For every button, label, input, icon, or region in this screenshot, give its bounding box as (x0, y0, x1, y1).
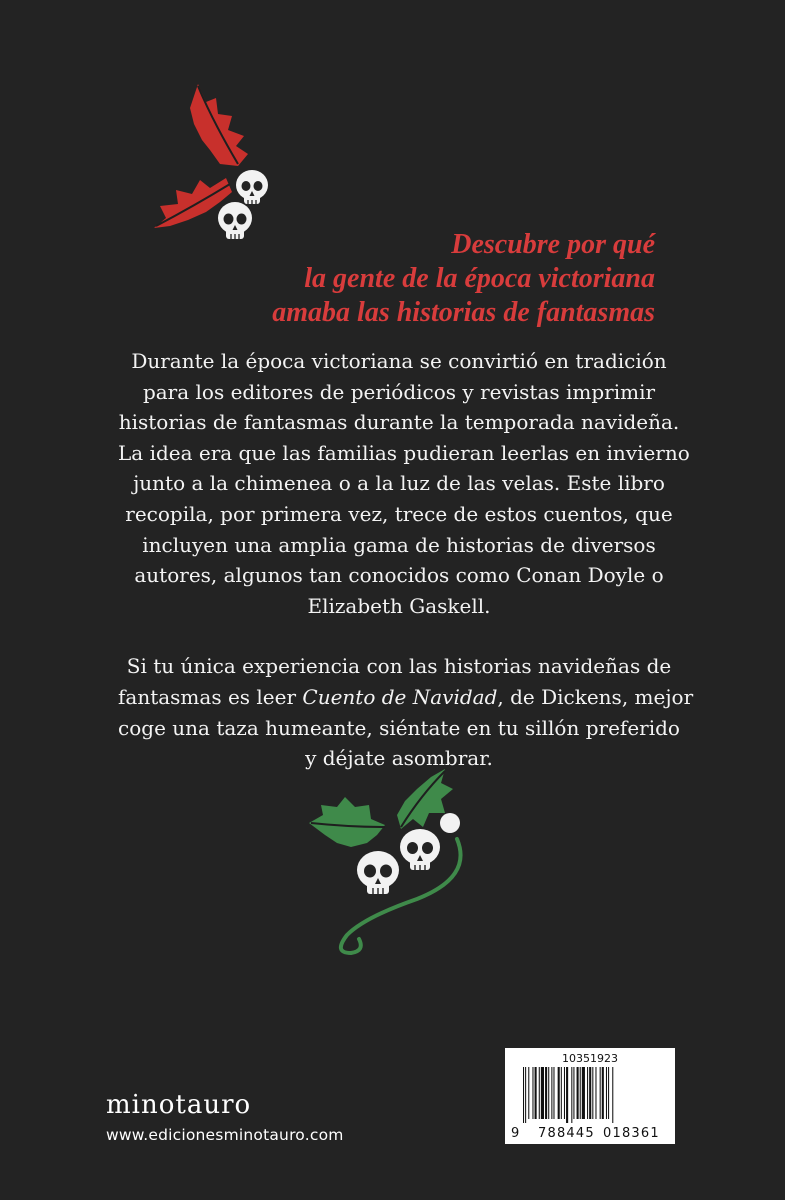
description-paragraph-1 (118, 346, 690, 621)
barcode-bar (573, 1067, 574, 1119)
description-line: Si tu única experiencia con las historias navideñas de (126, 654, 672, 679)
barcode-bar (577, 1067, 579, 1119)
description-line: junto a la chimenea o a la luz de las velas. Este libro (133, 471, 665, 496)
tagline-line-2: la gente de la época victoriana (304, 263, 655, 294)
barcode-bar (592, 1067, 593, 1119)
book-description (118, 346, 694, 774)
publisher-logo: minotauro (106, 1090, 252, 1120)
barcode-bar (595, 1067, 596, 1119)
barcode-bar (566, 1067, 568, 1123)
barcode-bar (532, 1067, 533, 1119)
green-holly-skulls-icon (305, 765, 475, 960)
barcode-bar (551, 1067, 552, 1119)
barcode-bar (602, 1067, 604, 1119)
isbn-group-2: 018361 (603, 1126, 660, 1141)
description-text: fantasmas es leer (118, 684, 303, 709)
barcode-bar (548, 1067, 549, 1119)
barcode-bar (608, 1067, 609, 1119)
description-line: Durante la época victoriana se convirtió en tradición (131, 349, 667, 373)
barcode-bar (525, 1067, 526, 1123)
tagline-line-1: Descubre por qué (451, 229, 655, 260)
description-line: y déjate asombrar. (305, 746, 493, 771)
barcode-bar (535, 1067, 537, 1119)
isbn-barcode (505, 1048, 675, 1144)
barcode-bar (561, 1067, 562, 1119)
description-text: , de Dickens, mejor (497, 684, 694, 709)
barcode-bar (606, 1067, 607, 1119)
barcode-bar (589, 1067, 591, 1119)
description-paragraph-2 (118, 651, 694, 773)
description-line (118, 682, 694, 713)
description-line: La idea era que las familias pudieran leerlas en invierno (118, 440, 690, 465)
book-title-reference: Cuento de Navidad (302, 684, 498, 709)
description-line: incluyen una amplia gama de historias de diversos (142, 532, 656, 557)
barcode-code: 10351923 (562, 1052, 618, 1065)
tagline-line-3: amaba las historias de fantasmas (272, 297, 655, 328)
description-line: autores, algunos tan conocidos como Conan Doyle o (134, 563, 664, 588)
barcode-bar (528, 1067, 529, 1119)
isbn-group-1: 788445 (538, 1126, 595, 1141)
barcode-bar (612, 1067, 613, 1123)
barcode-bar (545, 1067, 547, 1119)
barcode-bar (564, 1067, 565, 1119)
barcode-bar (587, 1067, 588, 1119)
description-line: historias de fantasmas durante la temporada navideña. (118, 410, 680, 435)
isbn-lead-digit: 9 (511, 1126, 521, 1141)
barcode-bar (541, 1067, 544, 1119)
barcode-bar (571, 1067, 572, 1123)
barcode-bar (600, 1067, 601, 1119)
barcode-bar (582, 1067, 585, 1119)
barcode-bar (523, 1067, 524, 1123)
description-line: recopila, por primera vez, trece de estos cuentos, que (125, 501, 673, 526)
red-holly-skulls-icon (150, 80, 285, 250)
barcode-bar (553, 1067, 554, 1119)
barcode-bars (522, 1067, 668, 1123)
description-line: coge una taza humeante, siéntate en tu sillón preferido (118, 715, 680, 740)
barcode-bar (558, 1067, 560, 1119)
tagline (140, 228, 655, 330)
barcode-bar (580, 1067, 581, 1119)
description-line: para los editores de periódicos y revistas imprimir (142, 379, 656, 404)
barcode-bar (539, 1067, 540, 1119)
publisher-website: www.edicionesminotauro.com (106, 1126, 344, 1144)
description-line: Elizabeth Gaskell. (307, 593, 491, 618)
